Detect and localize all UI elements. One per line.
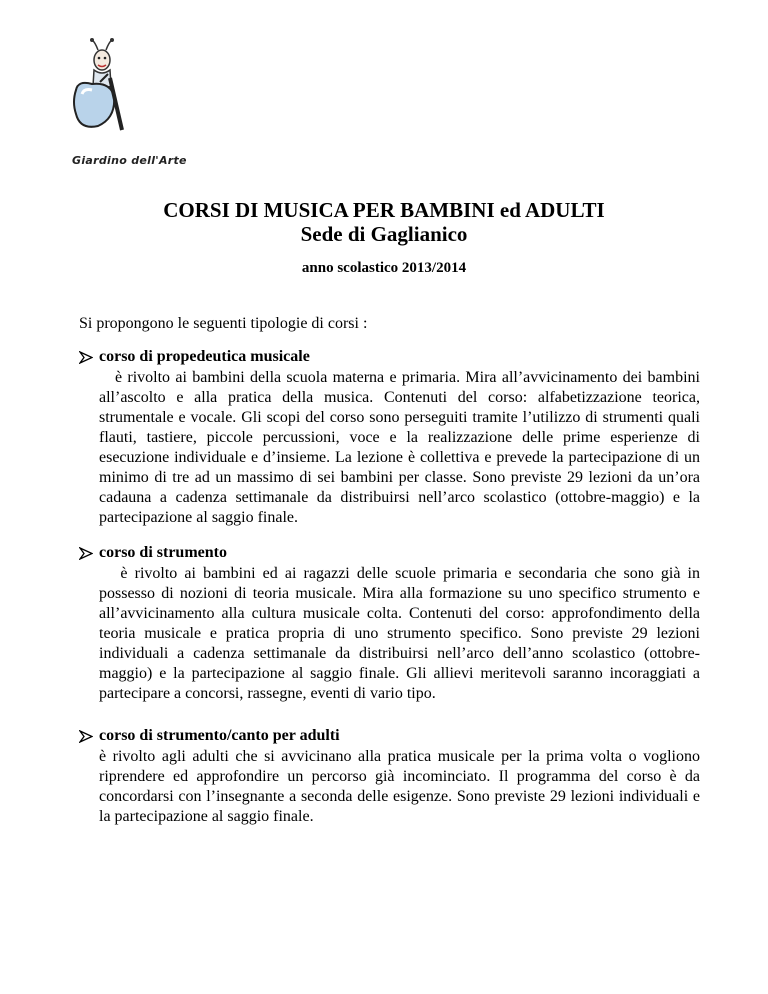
bagpipe-logo-icon xyxy=(70,38,140,134)
course-heading xyxy=(79,725,700,747)
arrow-bullet-icon xyxy=(79,351,93,364)
course-heading xyxy=(79,346,700,368)
arrow-bullet-icon xyxy=(79,547,93,560)
course-heading xyxy=(79,542,700,564)
course-section xyxy=(79,725,700,827)
course-section xyxy=(79,346,700,528)
course-description: è rivolto agli adulti che si avvicinano alla pratica musicale per la prima volta o vogliono riprendere ed approfondire un percorso già incominciato. Il programma del corso è da concordarsi con l’insegnante a seconda delle esigenze. Sono previste 29 lezioni individuali e la partecipazione al saggio finale. xyxy=(99,748,700,825)
course-title: corso di strumento/canto per adulti xyxy=(99,727,340,744)
course-section xyxy=(79,542,700,704)
page-title: CORSI DI MUSICA PER BAMBINI ed ADULTI xyxy=(163,198,605,222)
page-subtitle: Sede di Gaglianico xyxy=(300,222,468,246)
course-description: è rivolto ai bambini della scuola materna e primaria. Mira all’avvicinamento dei bambini all’ascolto e alla pratica della musica. Contenuti del corso: alfabetizzazione teorica, strumentale e vocale. Gli scopi del corso sono perseguiti tramite l’utilizzo di strumenti quali flauti, tastiere, piccole percussioni, voce e la realizzazione delle prime esperienze di esecuzione individuale e d’insieme. La lezione è collettiva e prevede la partecipazione di un minimo di tre ad un massimo di sei bambini per classe. Sono previste 29 lezioni da un’ora cadauna a cadenza settimanale da distribuirsi nell’arco scolastico (ottobre-maggio) e la partecipazione al saggio finale. xyxy=(99,369,700,526)
arrow-bullet-icon xyxy=(79,730,93,743)
course-title: corso di strumento xyxy=(99,544,227,561)
intro-text: Si propongono le seguenti tipologie di corsi : xyxy=(79,315,368,332)
school-year: anno scolastico 2013/2014 xyxy=(301,260,467,276)
course-title: corso di propedeutica musicale xyxy=(99,348,310,365)
course-description: è rivolto ai bambini ed ai ragazzi delle scuole primaria e secondaria che sono già in possesso di nozioni di teoria musicale. Mira alla formazione su uno specifico strumento e all’avvicinamento alla cultura musicale colta. Contenuti del corso: approfondimento della teoria musicale e pratica propria di uno strumento specifico. Sono previste 29 lezioni individuali a cadenza settimanale da distribuirsi nell’arco dell’anno scolastico (ottobre-maggio) e la partecipazione al saggio finale. Gli allievi meritevoli saranno incoraggiati a partecipare a concorsi, rassegne, eventi di vario tipo. xyxy=(99,565,700,702)
brand-name: Giardino dell'Arte xyxy=(72,154,187,167)
